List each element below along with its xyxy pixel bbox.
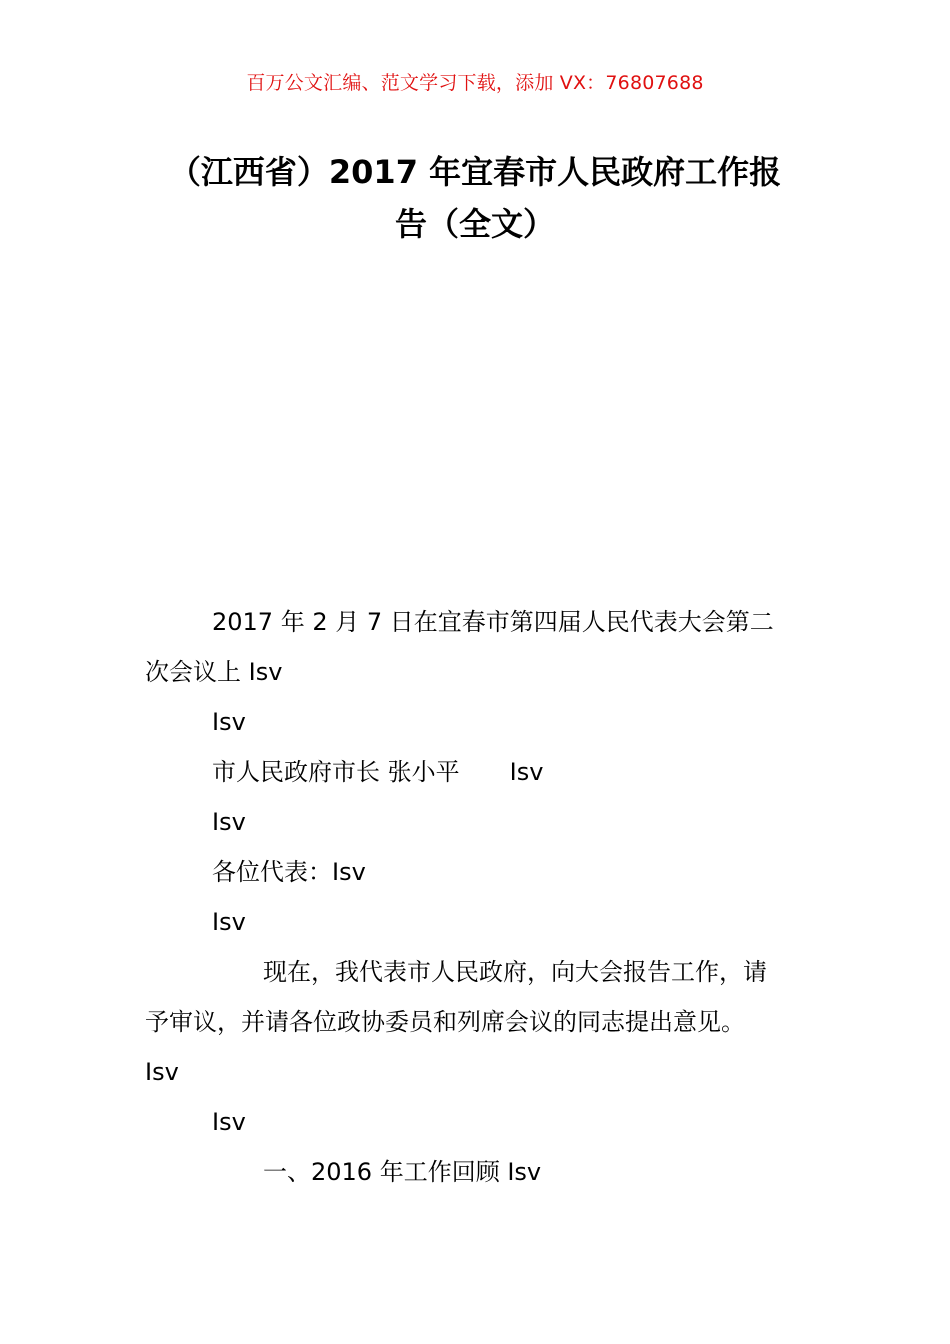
isv-marker: Isv xyxy=(509,758,544,786)
isv-marker: Isv xyxy=(145,1058,179,1086)
isv-marker: Isv xyxy=(212,708,246,736)
section-heading: 一、2016 年工作回顾 Isv xyxy=(263,1158,542,1186)
isv-marker: Isv xyxy=(212,808,246,836)
greeting-line: 各位代表：Isv xyxy=(212,858,366,886)
speaker-line xyxy=(145,747,815,797)
paragraph-line-1: 现在，我代表市人民政府，向大会报告工作，请 xyxy=(263,958,767,986)
isv-marker: Isv xyxy=(212,1108,246,1136)
meeting-line-2: 次会议上 Isv xyxy=(145,658,283,686)
isv-marker: Isv xyxy=(212,908,246,936)
document-body xyxy=(145,597,815,1197)
title-line-2: 告（全文） xyxy=(394,205,555,243)
watermark-banner: 百万公文汇编、范文学习下载，添加 VX：76807688 xyxy=(246,72,704,94)
paragraph-line-2: 予审议，并请各位政协委员和列席会议的同志提出意见。 xyxy=(145,1008,745,1036)
title-line-1: （江西省）2017 年宜春市人民政府工作报 xyxy=(168,153,782,191)
meeting-line-1: 2017 年 2 月 7 日在宜春市第四届人民代表大会第二 xyxy=(212,608,774,636)
speaker-name: 市人民政府市长 张小平 xyxy=(212,758,460,786)
document-title xyxy=(140,146,810,250)
